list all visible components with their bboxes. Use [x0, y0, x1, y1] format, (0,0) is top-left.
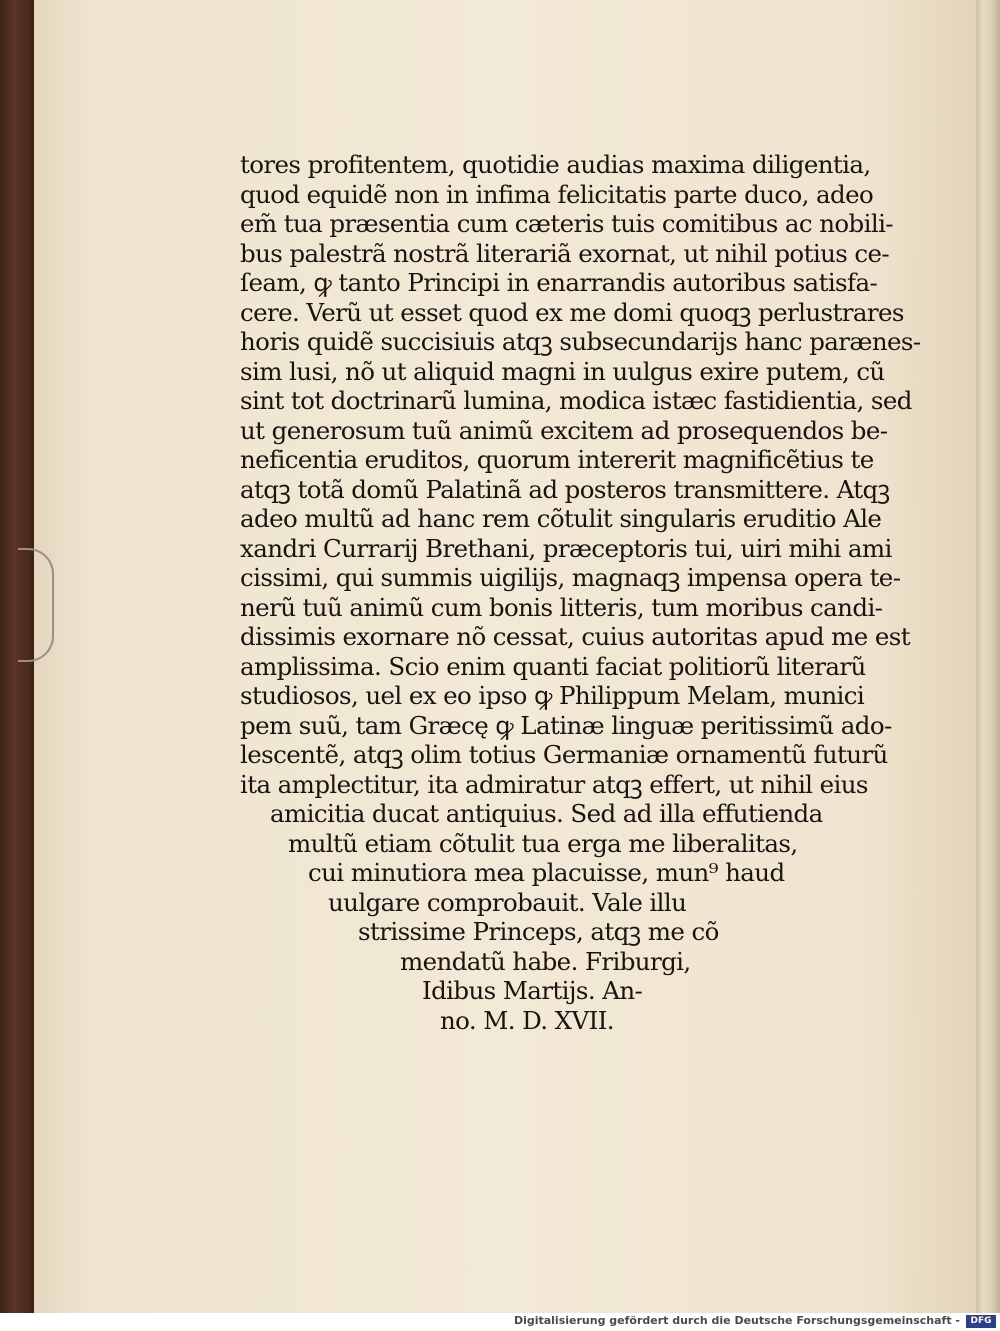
- text-line: uulgare comprobauit. Vale illu: [328, 887, 687, 917]
- text-line: no. M. D. XVII.: [440, 1005, 614, 1035]
- page-edge: [976, 0, 1000, 1313]
- bookmark-clip: [18, 548, 54, 662]
- text-line: atqꝫ totã domũ Palatinã ad posteros transmittere. Atqꝫ: [240, 474, 890, 504]
- text-line: ſeam, ꝙ tanto Principi in enarrandis autoribus satisfa-: [240, 268, 878, 297]
- text-line: tores profitentem, quotidie audias maxima diligentia,: [240, 150, 871, 179]
- footer-credit: Digitalisierung gefördert durch die Deutsche Forschungsgemeinschaft -: [513, 1314, 960, 1327]
- text-line: quod equidẽ non in infima felicitatis parte duco, adeo: [240, 179, 874, 209]
- text-line: cissimi, qui summis uigilijs, magnaqꝫ impensa opera te-: [240, 563, 901, 592]
- text-line: bus palestrã nostrã literariã exornat, ut nihil potius ce-: [240, 238, 890, 268]
- text-line: multũ etiam cõtulit tua erga me liberalitas,: [288, 828, 798, 858]
- footer-bar: [0, 1313, 1000, 1331]
- text-line: cui minutiora mea placuisse, mun⁹ haud: [308, 858, 785, 887]
- text-line: amicitia ducat antiquius. Sed ad illa effutienda: [270, 799, 823, 828]
- text-line: neficentia eruditos, quorum intererit magnificẽtius te: [240, 445, 874, 474]
- text-line: xandri Currarij Brethani, præceptoris tui, uiri mihi ami: [240, 533, 892, 563]
- body-text: [240, 150, 921, 1035]
- text-line: sim lusi, nõ ut aliquid magni in uulgus exire putem, cũ: [240, 356, 885, 386]
- dfg-logo: DFG: [966, 1315, 996, 1328]
- text-line: lescentẽ, atqꝫ olim totius Germaniæ ornamentũ futurũ: [240, 740, 888, 769]
- text-line: mendatũ habe. Friburgi,: [400, 946, 691, 976]
- text-line: Idibus Martijs. An-: [422, 976, 643, 1005]
- text-line: adeo multũ ad hanc rem cõtulit singularis eruditio Ale: [240, 504, 882, 533]
- text-line: dissimis exornare nõ cessat, cuius autoritas apud me est: [240, 622, 910, 651]
- text-line: studiosos, uel ex eo ipso ꝙ Philippum Melam, munici: [240, 681, 865, 710]
- text-line: horis quidẽ succisiuis atqꝫ subsecundarijs hanc parænes-: [240, 327, 921, 356]
- text-line: cere. Verũ ut esset quod ex me domi quoqꝫ perlustrares: [240, 297, 904, 327]
- text-line: ut generosum tuũ animũ excitem ad prosequendos be-: [240, 415, 888, 445]
- text-line: strissime Princeps, atqꝫ me cõ: [358, 917, 719, 946]
- text-line: ita amplectitur, ita admiratur atqꝫ effert, ut nihil eius: [240, 769, 868, 799]
- text-line: nerũ tuũ animũ cum bonis litteris, tum moribus candi-: [240, 592, 883, 622]
- text-line: pem suũ, tam Græcę ꝙ Latinæ linguæ peritissimũ ado-: [240, 710, 892, 740]
- text-line: amplissima. Scio enim quanti faciat politiorũ literarũ: [240, 651, 866, 681]
- text-line: em̃ tua præsentia cum cæteris tuis comitibus ac nobili-: [240, 209, 893, 238]
- text-line: sint tot doctrinarũ lumina, modica istæc fastidientia, sed: [240, 386, 912, 415]
